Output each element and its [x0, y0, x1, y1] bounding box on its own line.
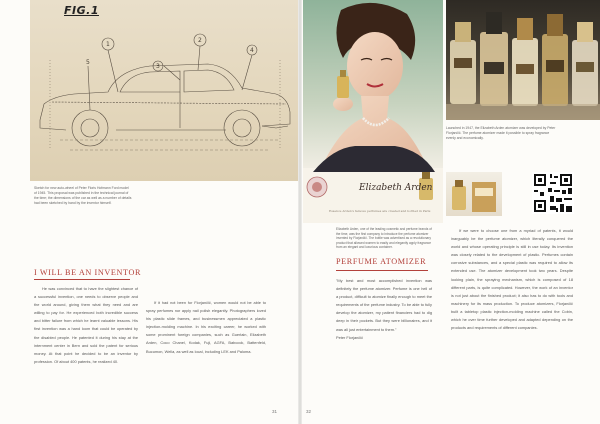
patent-drawing [30, 0, 298, 181]
qr-code-icon [532, 172, 574, 214]
heading-rule [34, 279, 130, 280]
body-column-right [451, 227, 573, 332]
quote-author: Peter Florjančič [336, 334, 364, 340]
perfume-package-icon [446, 172, 502, 216]
brand-signature: Elizabeth Arden [359, 183, 433, 193]
figure-caption: Sketch for new auto-wheel of Peter Floris Hofmann Ford model of 1945. This proposal was published in the technical journal of the time; the dimensions of the car as well as a number of details had been sketched by hand by the inventor himself. [34, 186, 132, 205]
quote-column [336, 277, 432, 342]
svg-text:2: 2 [198, 37, 202, 44]
svg-text:Essence Arden's famous perfume: Essence Arden's famous perfumes are created and bottled in Paris [329, 209, 431, 213]
paragraph: If it had not been for Florjančič, women would not be able to spray perfumes nor apply nail polish elegantly. Photographers loved his plastic slide frames, and businessmen appreciated a plastic injection-molding machine. In his exciting career, he worked with some prominent foreign companies, such as Guerlain, Elizabeth Arden, Coco Chanel, Kodak, Fuji, AGFA, Babcock, Battenfeld, Bucumon, Wella, as well as local, including LEK and Paloma. [146, 300, 266, 354]
page-number-right: 32 [306, 409, 312, 414]
ad-caption: Elizabeth Arden, one of the leading cosmetic and perfume brands of the time, was the first company to introduce the perfume atomizer invented by Florjančič. The bottle was advertised as a revolutionary product that allowed women to easily and elegantly apply fragrance from an elegant and luxurious container. [336, 227, 432, 250]
figure-label: FIG.1 [64, 4, 99, 17]
body-column-2 [146, 299, 266, 356]
section-heading-inventor: I WILL BE AN INVENTOR [34, 268, 142, 277]
body-column-1 [34, 285, 138, 366]
car-blueprint-illustration [30, 0, 298, 181]
svg-text:1: 1 [106, 41, 110, 48]
page-number-left: 31 [272, 409, 278, 414]
svg-text:5: 5 [86, 59, 90, 66]
book-gutter [298, 0, 302, 424]
qr-code[interactable] [532, 172, 574, 214]
bottles-caption: Launched in 1947, the Elizabeth Arden atomizer was developed by Peter Florjančič. The perfume atomizer made it possible to spray fragrance evenly and economically. [446, 126, 556, 140]
heading-rule [336, 270, 428, 271]
paragraph: If we were to choose one from a myriad of patents, it would inarguably be the perfume atomizer, which literally conquered the world and whose operating principle is still in use today. Its invention was closely related to the development of plastic. Perfumes contain corrosive substances, and a special plastic was required to allow its extended use. The atomizer development took two years. Despite looking plain, the spraying mechanism, which is composed of 18 different parts, is quite complicated. However, the work of an inventor is not just about the finished product; it also has to do with tools and machinery for its mass production. To produce atomizers, Florjančič built a tabletop plastic injection-molding machine called the Cobin, which he over time further developed and adapted depending on the products and requirements of different companies. [451, 228, 573, 331]
vintage-ad-photo [303, 0, 443, 223]
svg-text:3: 3 [156, 63, 160, 70]
perfume-bottles-illustration [446, 0, 600, 120]
atomizer-bottles-photo [446, 0, 600, 120]
perfume-box-photo [446, 172, 502, 216]
inventor-quote: "My best and most accomplished invention was definitely the perfume atomizer. Perfume is one hell of a product, difficult to atomize finally enough to meet the requirements of the perfume industry. To be able to fully develop the atomizer, my patient financiers had to dig deep in their pockets. But they were billionaires, and it was all just entertainment to them." [336, 278, 432, 332]
paragraph: He was convinced that to have the slightest chance of a successful invention, one needs to observe people and the world around, giving them what they need and are willing to pay for. He experienced both incredible success and bitter failure from which he learnt valuable lessons. His first invention was a hand loom that could be operated by the disabled people. He patented it during his stay at the internment center in Bern and sold the patent for serious money. At that point he decided to be an inventor by profession. Of about 400 patents, he realized 40. [34, 286, 138, 364]
section-heading-atomizer: PERFUME ATOMIZER [336, 257, 427, 266]
svg-text:4: 4 [250, 47, 254, 54]
